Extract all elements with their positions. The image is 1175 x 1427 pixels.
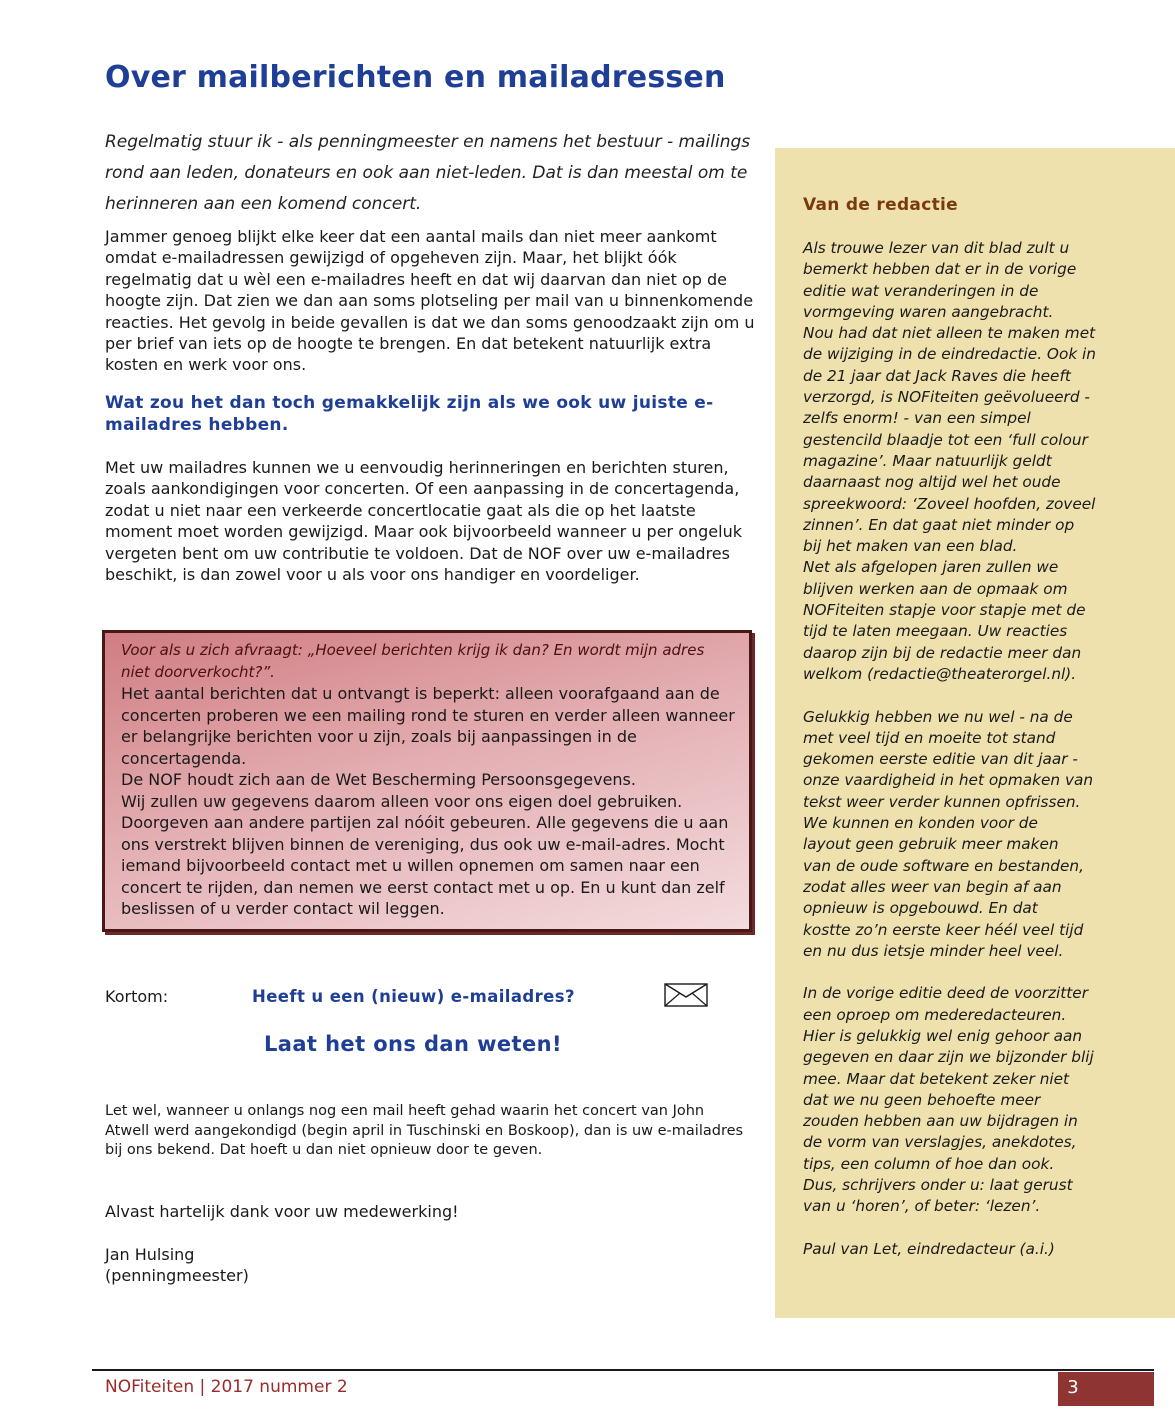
footer-rule: [92, 1369, 1154, 1371]
sidebar-line: We kunnen en konden voor de: [803, 814, 1038, 833]
sidebar-line: Gelukkig hebben we nu wel - na de: [803, 707, 1073, 726]
sidebar-line: zelfs enorm! - van een simpel: [803, 409, 1031, 428]
sidebar-line: tips, een column of hoe dan ook.: [803, 1154, 1055, 1173]
sidebar-line: met veel tijd en moeite tot stand: [803, 728, 1056, 747]
sidebar-line: de 21 jaar dat Jack Raves die heeft: [803, 366, 1071, 385]
sidebar-line: daarnaast nog altijd wel het oude: [803, 473, 1061, 492]
sidebar-heading: Van de redactie: [803, 195, 958, 215]
footer-publication: NOFiteiten | 2017 nummer 2: [105, 1377, 348, 1397]
sidebar-line: en nu dus ietsje minder heel veel.: [803, 941, 1064, 960]
sidebar-line: mee. Maar dat betekent zeker niet: [803, 1069, 1070, 1088]
sidebar-line: tekst weer verder kunnen opfrissen.: [803, 792, 1081, 811]
sidebar-line: blijven werken aan de opmaak om: [803, 579, 1068, 598]
sidebar-line: vormgeving waren aangebracht.: [803, 302, 1054, 321]
sidebar-line: bemerkt hebben dat er in de vorige: [803, 260, 1077, 279]
privacy-info-box: [102, 630, 752, 932]
sidebar-line: editie wat veranderingen in de: [803, 281, 1039, 300]
sidebar-text: [803, 238, 1161, 1260]
sidebar-line: spreekwoord: ‘Zoveel hoofden, zoveel: [803, 494, 1096, 513]
page-number: 3: [1067, 1377, 1079, 1398]
sidebar-line: Nou had dat niet alleen te maken met: [803, 324, 1096, 343]
signature-name: Jan Hulsing: [105, 1245, 195, 1264]
privacy-answer-2: De NOF houdt zich aan de Wet Bescherming Persoonsgegevens.: [121, 770, 636, 789]
page-title: Over mailberichten en mailadressen: [105, 60, 726, 95]
sidebar-line: zodat alles weer van begin af aan: [803, 877, 1062, 896]
intro-paragraph: Regelmatig stuur ik - als penningmeester en namens het bestuur - mailings rond aan leden, donateurs en ook aan niet-leden. Dat is dan meestal om te herinneren aan een komend concert.: [105, 132, 751, 214]
sidebar-line: Net als afgelopen jaren zullen we: [803, 558, 1059, 577]
highlight-statement: Wat zou het dan toch gemakkelijk zijn als we ook uw juiste e-mailadres hebben.: [105, 393, 714, 435]
sidebar-line: Hier is gelukkig wel enig gehoor aan: [803, 1026, 1083, 1045]
sidebar-line: welkom (redactie@theaterorgel.nl).: [803, 664, 1077, 683]
sidebar-line: kostte zo’n eerste keer héél veel tijd: [803, 920, 1084, 939]
sidebar-line: daarop zijn bij de redactie meer dan: [803, 643, 1082, 662]
envelope-icon: [664, 983, 708, 1007]
sidebar-line: In de vorige editie deed de voorzitter: [803, 984, 1089, 1003]
privacy-question: Voor als u zich afvraagt: „Hoeveel berichten krijg ik dan? En wordt mijn adres niet doorverkocht?”.: [121, 641, 705, 681]
sidebar-line: gestencild blaadje tot een ‘full colour: [803, 430, 1088, 449]
sidebar-spacer: [803, 685, 1161, 706]
sidebar-line: opnieuw is opgebouwd. En dat: [803, 899, 1038, 918]
sidebar-line: tijd te laten meegaan. Uw reacties: [803, 622, 1068, 641]
sidebar-line: zinnen’. En dat gaat niet minder op: [803, 515, 1075, 534]
sidebar-line: de vorm van verslagjes, anekdotes,: [803, 1133, 1077, 1152]
sidebar-line: bij het maken van een blad.: [803, 537, 1018, 556]
sidebar-line: gekomen eerste editie van dit jaar -: [803, 750, 1078, 769]
sidebar-line: van u ‘horen’, of beter: ‘lezen’.: [803, 1197, 1041, 1216]
sidebar-line: layout geen gebruik meer maken: [803, 835, 1059, 854]
body-paragraph-1: Jammer genoeg blijkt elke keer dat een aantal mails dan niet meer aankomt omdat e-mailadressen gewijzigd of opgeheven zijn. Maar, het blijkt óók regelmatig dat u wèl een e-mailadres heeft en dat wij daarvan dan niet op de hoogte zijn. Dat zien we dan aan soms plotseling per mail van u binnenkomende reacties. Het gevolg in beide gevallen is dat we dan soms genoodzaakt zijn om u per brief van iets op de hoogte te brengen. En dat betekent natuurlijk extra kosten en werk voor ons.: [105, 227, 755, 375]
sidebar-line: gegeven en daar zijn we bijzonder blij: [803, 1048, 1094, 1067]
thanks-line: Alvast hartelijk dank voor uw medewerking!: [105, 1202, 459, 1221]
sidebar-line: magazine’. Maar natuurlijk geldt: [803, 451, 1052, 470]
sidebar-line: de wijziging in de eindredactie. Ook in: [803, 345, 1097, 364]
signature-role: (penningmeester): [105, 1266, 249, 1285]
sidebar-line: NOFiteiten stapje voor stapje met de: [803, 601, 1086, 620]
page-number-box: [1058, 1372, 1154, 1406]
sidebar-line: Dus, schrijvers onder u: laat gerust: [803, 1176, 1073, 1195]
sidebar-line: onze vaardigheid in het opmaken van: [803, 771, 1094, 790]
sidebar-spacer: [803, 1218, 1161, 1239]
call-to-action: Laat het ons dan weten!: [264, 1032, 562, 1056]
kortom-label: Kortom:: [105, 987, 169, 1006]
email-question: Heeft u een (nieuw) e-mailadres?: [252, 987, 575, 1006]
sidebar-line: Paul van Let, eindredacteur (a.i.): [803, 1239, 1055, 1258]
sidebar-line: een oproep om mederedacteuren.: [803, 1005, 1067, 1024]
sidebar-spacer: [803, 962, 1161, 983]
note-paragraph: Let wel, wanneer u onlangs nog een mail heeft gehad waarin het concert van John Atwell werd aangekondigd (begin april in Tuschinski en Boskoop), dan is uw e-mailadres bij ons bekend. Dat hoeft u dan niet opnieuw door te geven.: [105, 1103, 744, 1158]
sidebar-line: dat we nu geen behoefte meer: [803, 1090, 1041, 1109]
body-paragraph-2: Met uw mailadres kunnen we u eenvoudig herinneringen en berichten sturen, zoals aankondigingen voor concerten. Of een aanpassing in de concertagenda, zodat u niet naar een verkeerde concertlocatie gaat als die op het laatste moment moet worden gewijzigd. Maar ook bijvoorbeeld wanneer u per ongeluk vergeten bent om uw contributie te voldoen. Dat de NOF over uw e-mailadres beschikt, is dan zowel voor u als voor ons handiger en voordeliger.: [105, 458, 742, 585]
privacy-answer-3: Wij zullen uw gegevens daarom alleen voor ons eigen doel gebruiken. Doorgeven aan andere partijen zal nóóit gebeuren. Alle gegevens die u aan ons verstrekt blijven binnen de vereniging, dus ook uw e-mail-adres. Mocht iemand bijvoorbeeld contact met u willen opnemen om samen naar een concert te rijden, dan nemen we eerst contact met u op. En u kunt dan zelf beslissen of u verder contact wil leggen.: [121, 791, 729, 918]
sidebar-line: van de oude software en bestanden,: [803, 856, 1084, 875]
privacy-answer-1: Het aantal berichten dat u ontvangt is beperkt: alleen voorafgaand aan de concerten proberen we een mailing rond te sturen en verder alleen wanneer er belangrijke berichten voor u zijn, zoals bij aanpassingen in de concertagenda.: [121, 684, 735, 768]
sidebar-line: zouden hebben aan uw bijdragen in: [803, 1112, 1078, 1131]
sidebar-line: Als trouwe lezer van dit blad zult u: [803, 239, 1070, 257]
sidebar-line: verzorgd, is NOFiteiten geëvolueerd -: [803, 388, 1090, 407]
